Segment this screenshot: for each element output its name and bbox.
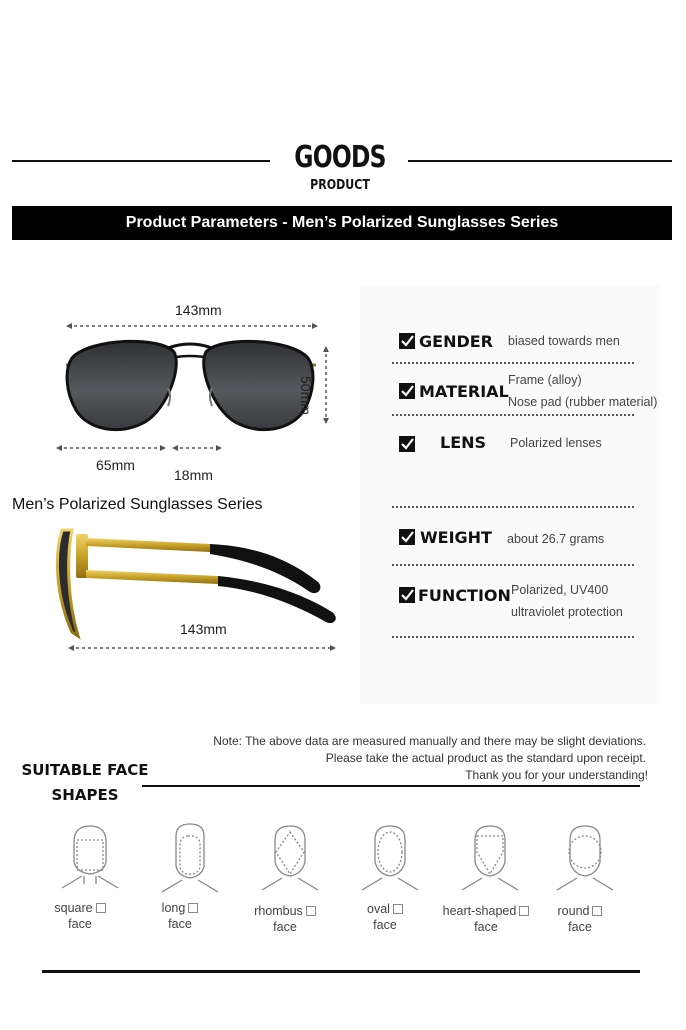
checkbox-icon (399, 333, 415, 349)
face-sketches (40, 822, 640, 902)
face-shape-round: round face (540, 903, 620, 935)
param-value-gender: biased towards men (508, 334, 620, 348)
param-value-material-1: Frame (alloy) (508, 373, 582, 387)
checkbox-icon (519, 906, 529, 916)
param-label-function: FUNCTION (418, 586, 511, 605)
face-shape-long: long face (140, 900, 220, 932)
checkbox-icon (399, 529, 415, 545)
checkbox-icon (592, 906, 602, 916)
checkbox-icon (399, 587, 415, 603)
dimension-lens-height: 50mm (298, 376, 314, 415)
page-title: GOODS (294, 140, 386, 175)
divider (392, 506, 634, 508)
page-subtitle: PRODUCT (310, 178, 370, 193)
checkbox-icon (399, 383, 415, 399)
face-shapes-title-1: SUITABLE FACE (21, 761, 149, 779)
dimension-total-width: 143mm (175, 302, 222, 318)
dimension-total-width-side: 143mm (180, 621, 227, 637)
dimension-lens-width: 65mm (96, 457, 135, 473)
param-value-lens: Polarized lenses (510, 436, 602, 450)
checkbox-icon (96, 903, 106, 913)
divider (392, 362, 634, 364)
param-value-material-2: Nose pad (rubber material) (508, 395, 658, 409)
note-line-3: Thank you for your understanding! (465, 768, 648, 782)
header-rule-left (12, 160, 270, 162)
face-shape-heart: heart-shaped face (436, 903, 536, 935)
param-label-gender: GENDER (419, 332, 493, 351)
note-line-2: Please take the actual product as the standard upon receipt. (325, 751, 646, 765)
face-shape-oval: oval face (345, 901, 425, 933)
header-rule-right (408, 160, 672, 162)
note-line-1: Note: The above data are measured manually and there may be slight deviations. (213, 734, 646, 748)
divider (392, 564, 634, 566)
checkbox-icon (399, 436, 415, 452)
param-label-weight: WEIGHT (420, 528, 492, 547)
param-value-function-1: Polarized, UV400 (511, 583, 609, 597)
divider (392, 636, 634, 638)
footer-rule (42, 970, 640, 973)
banner-title: Product Parameters - Men’s Polarized Sunglasses Series (12, 206, 672, 240)
param-value-weight: about 26.7 grams (507, 532, 605, 546)
face-shape-square: square face (40, 900, 120, 932)
checkbox-icon (306, 906, 316, 916)
checkbox-icon (393, 904, 403, 914)
divider (392, 414, 634, 416)
side-view-illustration (50, 516, 350, 662)
face-shape-rhombus: rhombus face (240, 903, 330, 935)
checkbox-icon (188, 903, 198, 913)
param-label-lens: LENS (440, 433, 487, 452)
param-label-material: MATERIAL (419, 382, 509, 401)
series-label: Men’s Polarized Sunglasses Series (12, 496, 263, 513)
face-shapes-title-2: SHAPES (51, 786, 119, 804)
dimension-bridge: 18mm (174, 467, 213, 483)
face-shapes-rule (142, 785, 640, 787)
param-value-function-2: ultraviolet protection (511, 605, 623, 619)
